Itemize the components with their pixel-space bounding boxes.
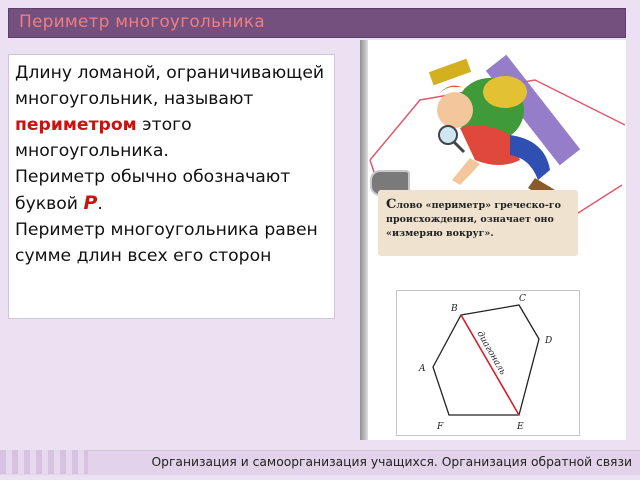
slide-title: Периметр многоугольника: [19, 12, 265, 32]
note-text: лово «периметр» греческо-го происхождения, означает оно «измеряю вокруг».: [386, 200, 561, 239]
diagonal-label: диагональ: [474, 329, 508, 377]
definition-part-2: этого многоугольника.: [15, 115, 192, 161]
footer-text: Организация и самоорганизация учащихся. Организация обратной связи: [151, 455, 632, 469]
vertex-label-c: C: [519, 294, 526, 304]
perimeter-symbol: P: [83, 192, 98, 214]
vertex-label-e: E: [517, 422, 524, 432]
slide-title-bar: [8, 8, 626, 38]
term-perimeter: периметром: [15, 115, 137, 135]
hexagon-diagram: [396, 290, 580, 436]
perimeter-rule-text: Периметр многоугольника равен сумме длин всех его сторон: [15, 220, 318, 266]
notation-period: .: [97, 194, 103, 214]
vertex-label-b: B: [451, 304, 458, 314]
vertex-label-f: F: [437, 422, 444, 432]
footer-decoration: [0, 450, 88, 474]
hexagon-svg: [397, 291, 581, 437]
notation-text: Периметр обычно обозначают буквой: [15, 167, 291, 214]
slide-footer: [0, 450, 640, 475]
page-fold-shadow: [360, 40, 368, 440]
etymology-note: [378, 190, 578, 256]
note-initial: С: [386, 197, 397, 212]
vertex-label-a: A: [419, 364, 426, 374]
vertex-label-d: D: [545, 336, 553, 346]
definition-text-box: [8, 54, 335, 319]
definition-part-1: Длину ломаной, ограничивающей многоугольник, называют: [15, 63, 325, 109]
